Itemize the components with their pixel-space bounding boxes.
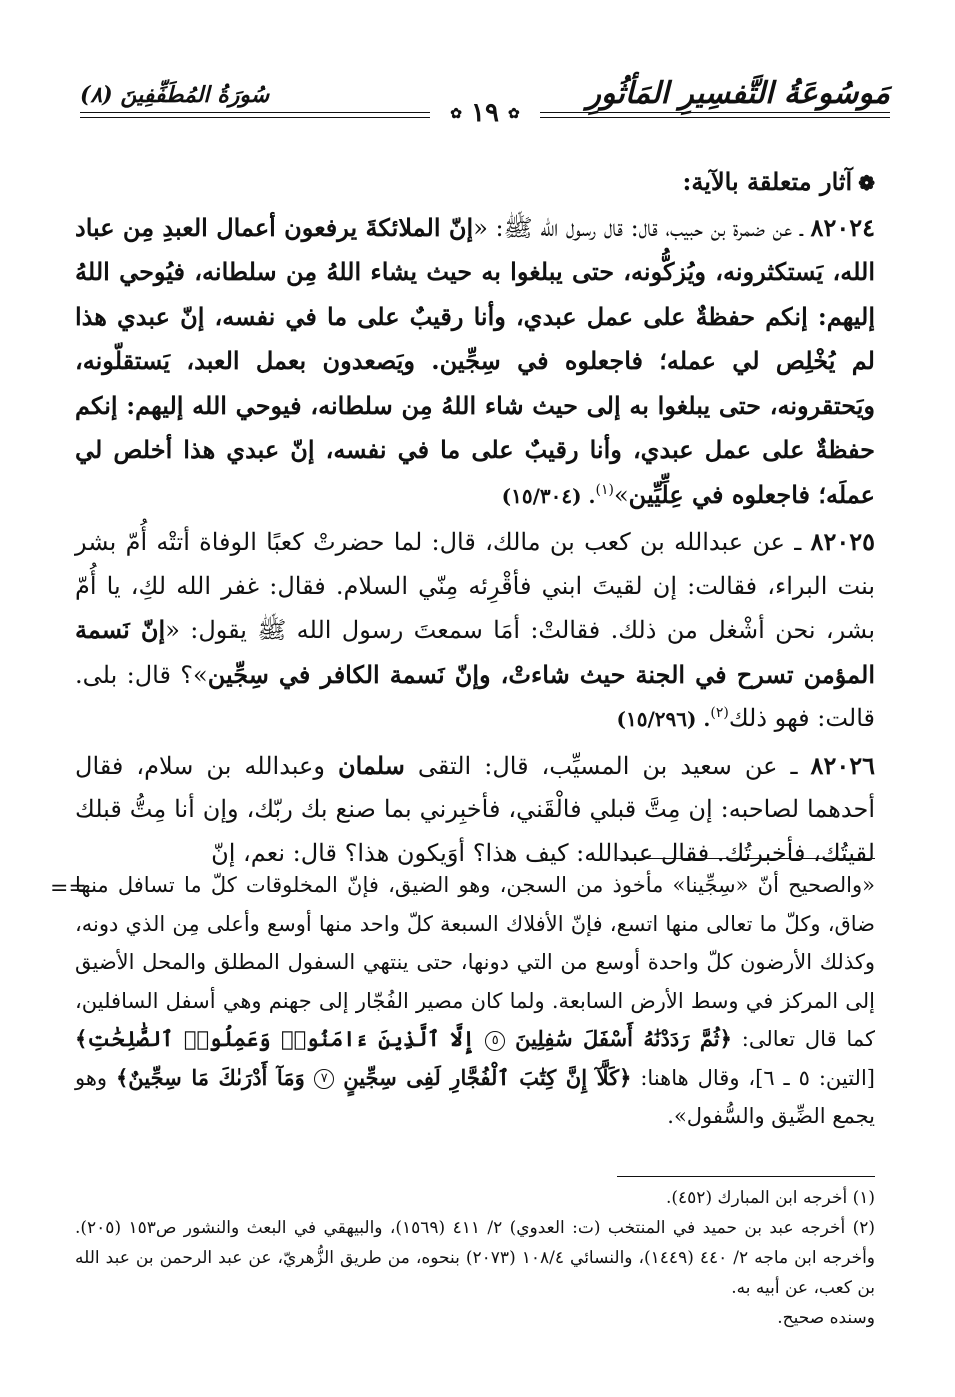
entry-number: ٨٢٠٢٦ [810, 750, 875, 780]
entry-number: ٨٢٠٢٥ [810, 527, 875, 556]
quran-quote: إِلَّا ٱلَّذِينَ ءَامَنُوا۟ وَعَمِلُوا۟ ٱلصَّٰلِحَٰتِ﴾ [75, 1026, 486, 1051]
athar-entry [75, 520, 875, 742]
book-title: مَوسُوعَةُ التَّفسِيرِ المَأثُورِ [586, 76, 890, 111]
surah-name: سُورَةُ المُطَفِّفِينَ (٨) [80, 82, 270, 108]
footnote: وسنده صحيح. [777, 1308, 875, 1328]
footnote: (١) أخرجه ابن المبارك (٤٥٢). [665, 1188, 875, 1208]
page-number: ١٩ [471, 98, 499, 128]
entry-close: »؟ قال: بلى. قالت: فهو ذلك [75, 660, 875, 732]
quran-quote: وَمَآ أَدْرَىٰكَ مَا سِجِّينٌ﴾ [115, 1064, 315, 1090]
entry-number: ٨٢٠٢٤ [810, 212, 875, 242]
quran-quote: ﴿كَلَّآ إِنَّ كِتَٰبَ ٱلْفُجَّارِ لَفِى سِجِّينٍ [343, 1064, 632, 1090]
entry-intro: ـ عن عبدالله بن كعب بن مالك، قال: لما حضرتْ كعبًا الوفاة أتتْه أُمّ بشر بنت البراء، فقالت: إن لقيتَ ابني فأقْرِئه مِنّي السلام. فقال: غفر الله لكِ، يا أُمّ بشر، نحن أشْغل من ذلك. فقالتْ: أمَا سمعتَ رسول الله ﷺ يقول: « [75, 528, 875, 644]
footnote-marker: (٢) [710, 705, 729, 721]
narrator-name: سلمان [337, 750, 405, 780]
entry-text: وعبدالله بن سلام، فقال أحدهما لصاحبه: إن مِتَّ قبلي فالْقَني، فأخبِرني بما صنع بك ربّك، وإن أنا مِتُّ قبلك لقيتُك، فأخبرتُك. فقال عبدالله: كيف هذا؟ أوَيكون هذا؟ قال: نعم، إنّ [75, 751, 875, 867]
continued-note [75, 866, 875, 1136]
volume-reference: . (١٥/٢٩٦) [616, 707, 711, 731]
ayah-number-marker: ٥ [485, 1031, 505, 1051]
ornament-icon: ✿ [450, 106, 462, 122]
entry-intro: ـ عن ضمرة بن حبيب، قال: قال رسول الله ﷺ: « [473, 213, 811, 242]
footnotes-separator [617, 1176, 875, 1177]
note-text: [التين: ٥ ـ ٦]، وقال هاهنا: [631, 1065, 875, 1090]
ornament-icon: ✿ [508, 106, 520, 122]
athar-entry [75, 206, 875, 519]
page-number-block [430, 98, 540, 128]
athar-entry [75, 744, 875, 876]
ayah-number-marker: ٧ [314, 1069, 334, 1089]
continuation-marker: == [50, 876, 87, 901]
footnotes [75, 1183, 875, 1333]
main-text [75, 160, 875, 875]
note-text: وهو يجمع الضِّيق والسُّفول». [75, 1065, 875, 1128]
entry-intro: ـ عن سعيد بن المسيِّب، قال: التقى [404, 751, 811, 780]
hadith-text: إنّ الملائكةَ يرفعون أعمال العبدِ مِن عباد الله، يَستكثرونه، ويُزكُّونه، حتى يبلغوا به حيث يشاء اللهُ مِن سلطانه، فيُوحي اللهُ إليهم: إنكم حفظةٌ على عمل عبدي، وأنا رقيبٌ على ما في نفسه، إنّ عبدي هذا لم يُخْلِص لي عمله؛ فاجعلوه في سِجِّين. ويَصعدون بعمل العبد، يَستقلّونه، ويَحتقرونه، حتى يبلغوا به إلى حيث شاء اللهُ مِن سلطانه، فيوحي الله إليهم: إنكم حفظةٌ على عمل عبدي، وأنا رقيبٌ على ما في نفسه، إنّ عبدي هذا أخلص لي عملَه؛ فاجعلوه في عِلِّيِّين [75, 212, 875, 509]
quran-quote: ﴿ثُمَّ رَدَدْنَٰهُ أَسْفَلَ سَٰفِلِينَ [515, 1026, 732, 1051]
notes-separator [617, 858, 875, 859]
running-header [80, 68, 890, 138]
footnote: (٢) أخرجه عبد بن حميد في المنتخب (ت: العدوي) ٢/ ٤١١ (١٥٦٩)، والبيهقي في البعث والنشور ص١٥٣ (٢٠٥). وأخرجه ابن ماجه ٢/ ٤٤٠ (١٤٤٩)، والنسائي ١٠٨/٤ (٢٠٧٣) بنحوه، من طريق الزُّهريّ، عن عبد الرحمن بن عبد الله بن كعب، عن أبيه به. [75, 1218, 876, 1298]
section-heading [75, 160, 875, 206]
hadith-text: إنّ نَسمة المؤمن تسرح في الجنة حيث شاءتْ، وإنّ نَسمة الكافر في سِجِّين [75, 615, 876, 689]
note-text: «والصحيح أنّ «سِجِّينا» مأخوذ من السجن، وهو الضيق، فإنّ المخلوقات كلّ ما تسافل منها ضاق، وكلّ ما تعالى منها اتسع، فإنّ الأفلاك السبعة كلّ واحد منها أوسع وأعلى مِن الذي دونه، وكذلك الأرضون كلّ واحدة أوسع من التي دونها، حتى ينتهي السفول المطلق والمحل الأضيق إلى المركز في وسط الأرض السابعة. ولما كان مصير الفُجّار إلى جهنم وهي أسفل السافلين، كما قال تعالى: [75, 873, 875, 1051]
footnote-marker: (١) [595, 481, 614, 498]
section-heading-text: آثار متعلقة بالآية: [682, 167, 853, 196]
volume-reference: . (١٥/٣٠٤) [501, 483, 596, 508]
entry-close: » [613, 480, 629, 509]
flower-icon: ❁ [858, 171, 875, 195]
